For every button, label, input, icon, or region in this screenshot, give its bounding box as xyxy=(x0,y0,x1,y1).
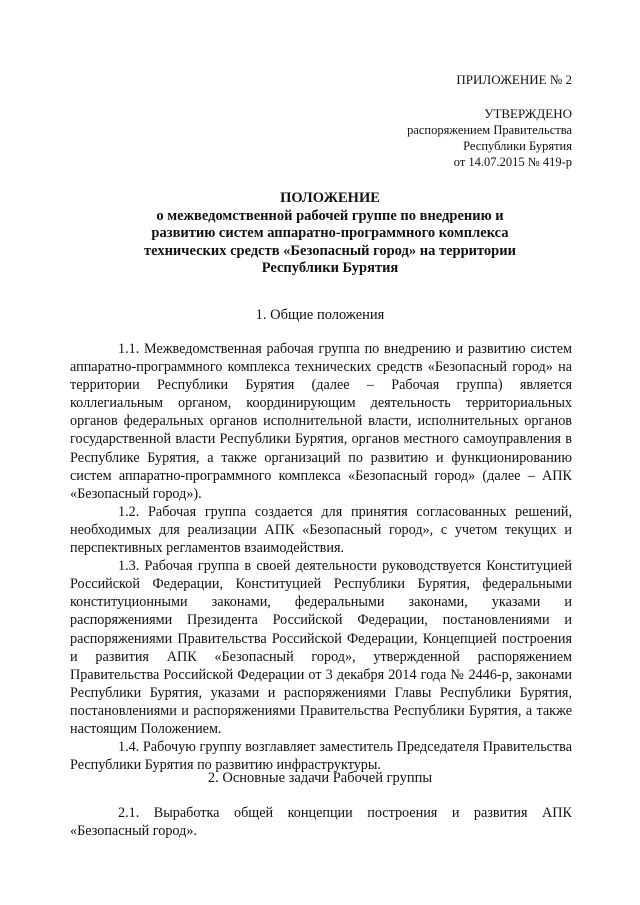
section-heading: 1. Общие положения xyxy=(255,307,385,323)
title-line: Республики Бурятия xyxy=(261,260,399,276)
paragraph: 1.3. Рабочая группа в своей деятельности руководствуется Конституцией Российской Федерации, Конституцией Республики Бурятия, федеральными конституционными законами, федеральными законами, указами и распоряжениями Президента Российской Федерации, постановлениями и распоряжениями Правительства Российской Федерации, Концепцией построения и развития АПК «Безопасный город», утвержденной распоряжением Правительства Российской Федерации от 3 декабря 2014 года № 2446-р, законами Республики Бурятия, указами и распоряжениями Главы Республики Бурятия, постановлениями и распоряжениями Правительства Республики Бурятия, а также настоящим Положением. xyxy=(70,558,572,737)
approval-stamp xyxy=(407,106,572,170)
approval-line: Республики Бурятия xyxy=(463,139,572,153)
section-body xyxy=(70,340,572,774)
appendix-label: ПРИЛОЖЕНИЕ № 2 xyxy=(456,72,572,87)
paragraph: 1.1. Межведомственная рабочая группа по внедрению и развитию систем аппаратно-программного комплекса технических средств «Безопасный город» на территории Республики Бурятия (далее – Рабочая группа) является коллегиальным органом, координирующим деятельность территориальных органов федеральных органов исполнительной власти, исполнительных органов государственной власти Республики Бурятия, органов местного самоуправления в Республике Бурятия, а также организаций по развитию и функционированию систем аппаратно-программного комплекса «Безопасный город» (далее – АПК «Безопасный город»). xyxy=(70,341,572,502)
paragraph: 2.1. Выработка общей концепции построения и развития АПК «Безопасный город». xyxy=(70,805,572,840)
title-line: развитию систем аппаратно-программного комплекса xyxy=(151,225,509,241)
section-body xyxy=(70,804,572,840)
approval-line: распоряжением Правительства xyxy=(407,123,572,137)
approval-date: от 14.07.2015 № 419-р xyxy=(453,155,572,169)
title-line: ПОЛОЖЕНИЕ xyxy=(280,190,380,206)
document-title xyxy=(90,190,570,278)
title-line: технических средств «Безопасный город» на территории xyxy=(144,242,516,259)
paragraph: 1.4. Рабочую группу возглавляет заместитель Председателя Правительства Республики Бурятия по развитию инфраструктуры. xyxy=(70,739,572,774)
title-line: о межведомственной рабочей группе по внедрению и xyxy=(156,207,504,224)
section-heading: 2. Основные задачи Рабочей группы xyxy=(207,770,433,786)
approval-title: УТВЕРЖДЕНО xyxy=(484,106,572,121)
paragraph: 1.2. Рабочая группа создается для принятия согласованных решений, необходимых для реализации АПК «Безопасный город», с учетом текущих и перспективных регламентов взаимодействия. xyxy=(70,503,572,557)
